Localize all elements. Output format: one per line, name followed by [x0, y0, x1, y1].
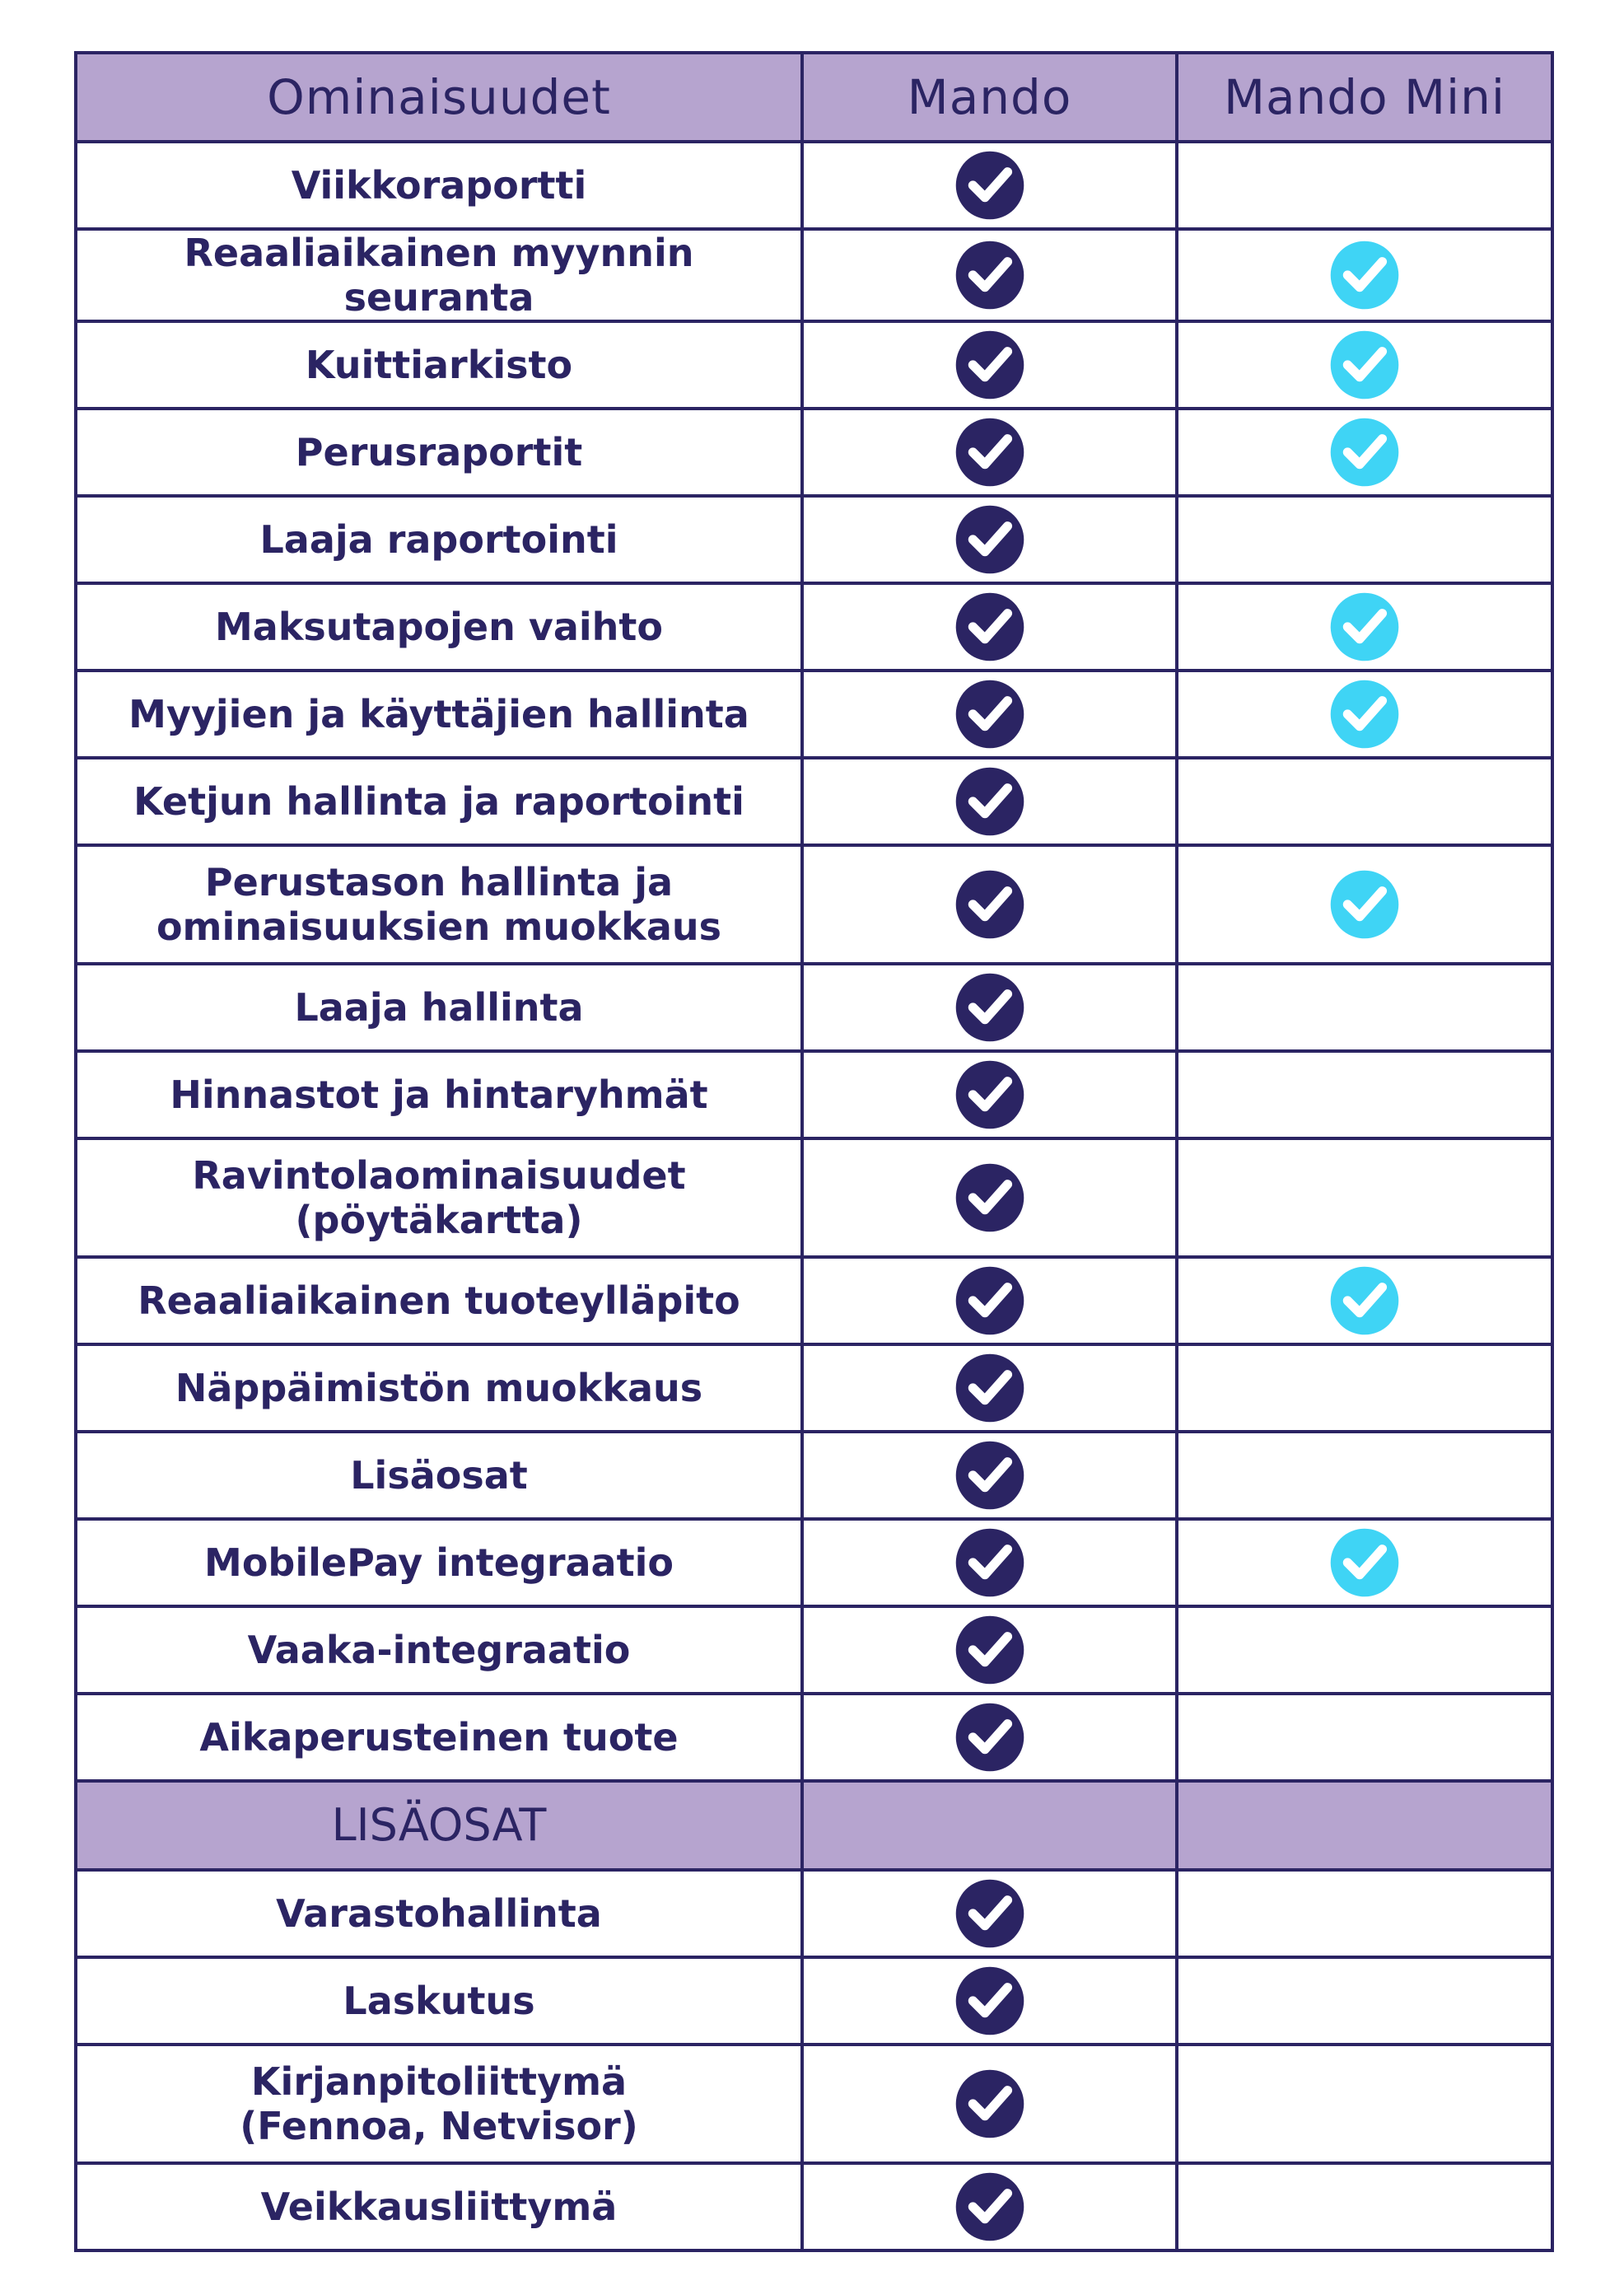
mando-cell [802, 1957, 1177, 2045]
table-row [76, 1606, 1552, 1694]
mando-cell [802, 671, 1177, 758]
feature-name-cell [76, 1051, 802, 1138]
feature-label: Kuittiarkisto [305, 343, 573, 387]
feature-label: Näppäimistön muokkaus [175, 1366, 703, 1410]
mando-mini-cell [1177, 1344, 1552, 1432]
mando-mini-cell [1177, 229, 1552, 321]
mando-mini-cell [1177, 964, 1552, 1051]
mando-cell [802, 964, 1177, 1051]
feature-label: Ravintolaominaisuudet (pöytäkartta) [192, 1153, 686, 1242]
header-row [76, 53, 1552, 142]
table-row [76, 142, 1552, 229]
mando-mini-cell [1177, 142, 1552, 229]
feature-name-cell [76, 142, 802, 229]
section-empty-cell [802, 1781, 1177, 1870]
feature-label: Vaaka-integraatio [247, 1628, 631, 1672]
feature-label: Laskutus [343, 1979, 535, 2023]
mando-check-icon [954, 240, 1025, 311]
feature-name-cell [76, 1344, 802, 1432]
mando-check-icon [954, 1965, 1025, 2036]
table-row [76, 409, 1552, 496]
mando-check-icon [954, 329, 1025, 400]
mando-mini-cell [1177, 2163, 1552, 2250]
mando-check-icon [954, 1878, 1025, 1949]
mando-mini-cell [1177, 1870, 1552, 1957]
table-row [76, 2045, 1552, 2163]
feature-name-cell [76, 2163, 802, 2250]
feature-name-cell [76, 1694, 802, 1781]
mando-check-icon [954, 679, 1025, 750]
feature-label: MobilePay integraatio [204, 1540, 674, 1585]
table-row [76, 496, 1552, 583]
feature-label: Perusraportit [295, 430, 583, 474]
mando-check-icon [954, 1440, 1025, 1511]
feature-name-cell [76, 1432, 802, 1519]
feature-name-cell [76, 2045, 802, 2163]
feature-name-cell [76, 1138, 802, 1257]
mando-cell [802, 1606, 1177, 1694]
mando-check-icon [954, 504, 1025, 575]
mando-check-icon [954, 591, 1025, 662]
feature-label: Veikkausliittymä [260, 2185, 618, 2229]
feature-name-cell [76, 845, 802, 964]
feature-name-cell [76, 1519, 802, 1606]
mando-cell [802, 758, 1177, 845]
mando-mini-check-icon [1329, 329, 1400, 400]
mando-cell [802, 1694, 1177, 1781]
section-header-row [76, 1781, 1552, 1870]
table-row [76, 321, 1552, 409]
mando-mini-cell [1177, 1957, 1552, 2045]
mando-cell [802, 321, 1177, 409]
mando-cell [802, 845, 1177, 964]
mando-cell [802, 1138, 1177, 1257]
mando-cell [802, 1257, 1177, 1344]
mando-check-icon [954, 150, 1025, 221]
mando-mini-check-icon [1329, 417, 1400, 488]
feature-label: Perustason hallinta ja ominaisuuksien muokkaus [156, 860, 722, 949]
mando-check-icon [954, 1702, 1025, 1773]
mando-mini-cell [1177, 1051, 1552, 1138]
feature-name-cell [76, 321, 802, 409]
mando-check-icon [954, 766, 1025, 837]
feature-label: Laaja raportointi [259, 517, 618, 562]
mando-check-icon [954, 1265, 1025, 1336]
mando-mini-cell [1177, 1138, 1552, 1257]
mando-mini-cell [1177, 409, 1552, 496]
feature-label: Kirjanpitoliittymä (Fennoa, Netvisor) [240, 2059, 638, 2148]
mando-cell [802, 142, 1177, 229]
feature-name-cell [76, 1606, 802, 1694]
feature-name-cell [76, 671, 802, 758]
feature-label: Viikkoraportti [291, 163, 587, 208]
feature-name-cell [76, 1257, 802, 1344]
mando-mini-check-icon [1329, 1265, 1400, 1336]
mando-check-icon [954, 869, 1025, 940]
feature-label: Laaja hallinta [294, 985, 584, 1030]
feature-name-cell [76, 758, 802, 845]
mando-mini-cell [1177, 1606, 1552, 1694]
section-title: LISÄOSAT [76, 1781, 802, 1870]
mando-cell [802, 409, 1177, 496]
mando-cell [802, 496, 1177, 583]
table-body [76, 142, 1552, 2250]
mando-check-icon [954, 417, 1025, 488]
table-row [76, 1051, 1552, 1138]
feature-label: Maksutapojen vaihto [215, 605, 663, 649]
mando-cell [802, 1432, 1177, 1519]
table-header [76, 53, 1552, 142]
mando-mini-check-icon [1329, 591, 1400, 662]
table-row [76, 229, 1552, 321]
mando-check-icon [954, 2171, 1025, 2242]
table-row [76, 1519, 1552, 1606]
mando-cell [802, 1519, 1177, 1606]
mando-mini-cell [1177, 496, 1552, 583]
table-row [76, 671, 1552, 758]
table-row [76, 1432, 1552, 1519]
feature-name-cell [76, 409, 802, 496]
mando-mini-check-icon [1329, 240, 1400, 311]
mando-check-icon [954, 972, 1025, 1043]
mando-check-icon [954, 1527, 1025, 1598]
feature-name-cell [76, 1870, 802, 1957]
table-row [76, 2163, 1552, 2250]
feature-name-cell [76, 583, 802, 671]
mando-check-icon [954, 1162, 1025, 1233]
mando-cell [802, 1870, 1177, 1957]
mando-cell [802, 2163, 1177, 2250]
feature-label: Ketjun hallinta ja raportointi [133, 779, 744, 824]
feature-label: Aikaperusteinen tuote [199, 1715, 679, 1760]
feature-comparison-table [74, 51, 1554, 2252]
feature-label: Hinnastot ja hintaryhmät [170, 1073, 708, 1117]
table-row [76, 845, 1552, 964]
mando-mini-cell [1177, 1432, 1552, 1519]
mando-mini-check-icon [1329, 1527, 1400, 1598]
table-row [76, 1957, 1552, 2045]
mando-mini-cell [1177, 583, 1552, 671]
mando-mini-cell [1177, 671, 1552, 758]
table-row [76, 1694, 1552, 1781]
mando-check-icon [954, 1059, 1025, 1130]
mando-check-icon [954, 1353, 1025, 1423]
mando-mini-cell [1177, 1257, 1552, 1344]
table-row [76, 1257, 1552, 1344]
mando-cell [802, 1344, 1177, 1432]
feature-name-cell [76, 229, 802, 321]
mando-check-icon [954, 2068, 1025, 2139]
feature-name-cell [76, 496, 802, 583]
mando-mini-cell [1177, 1519, 1552, 1606]
mando-cell [802, 2045, 1177, 2163]
feature-label: Lisäosat [350, 1453, 528, 1498]
mando-cell [802, 583, 1177, 671]
features-column-header: Ominaisuudet [76, 53, 802, 142]
mando-cell [802, 1051, 1177, 1138]
table-row [76, 758, 1552, 845]
table-row [76, 583, 1552, 671]
mando-mini-cell [1177, 1694, 1552, 1781]
feature-name-cell [76, 1957, 802, 2045]
table-row [76, 1870, 1552, 1957]
section-empty-cell [1177, 1781, 1552, 1870]
table-row [76, 964, 1552, 1051]
mando-mini-cell [1177, 758, 1552, 845]
mando-mini-column-header: Mando Mini [1177, 53, 1552, 142]
feature-label: Reaaliaikainen myynnin seuranta [184, 231, 694, 320]
feature-label: Reaaliaikainen tuoteylläpito [138, 1278, 740, 1323]
feature-label: Varastohallinta [276, 1891, 602, 1936]
mando-mini-check-icon [1329, 679, 1400, 750]
feature-label: Myyjien ja käyttäjien hallinta [128, 692, 749, 736]
mando-column-header: Mando [802, 53, 1177, 142]
mando-mini-check-icon [1329, 869, 1400, 940]
mando-mini-cell [1177, 321, 1552, 409]
table-row [76, 1344, 1552, 1432]
table-row [76, 1138, 1552, 1257]
mando-mini-cell [1177, 2045, 1552, 2163]
mando-cell [802, 229, 1177, 321]
mando-check-icon [954, 1615, 1025, 1685]
feature-name-cell [76, 964, 802, 1051]
mando-mini-cell [1177, 845, 1552, 964]
